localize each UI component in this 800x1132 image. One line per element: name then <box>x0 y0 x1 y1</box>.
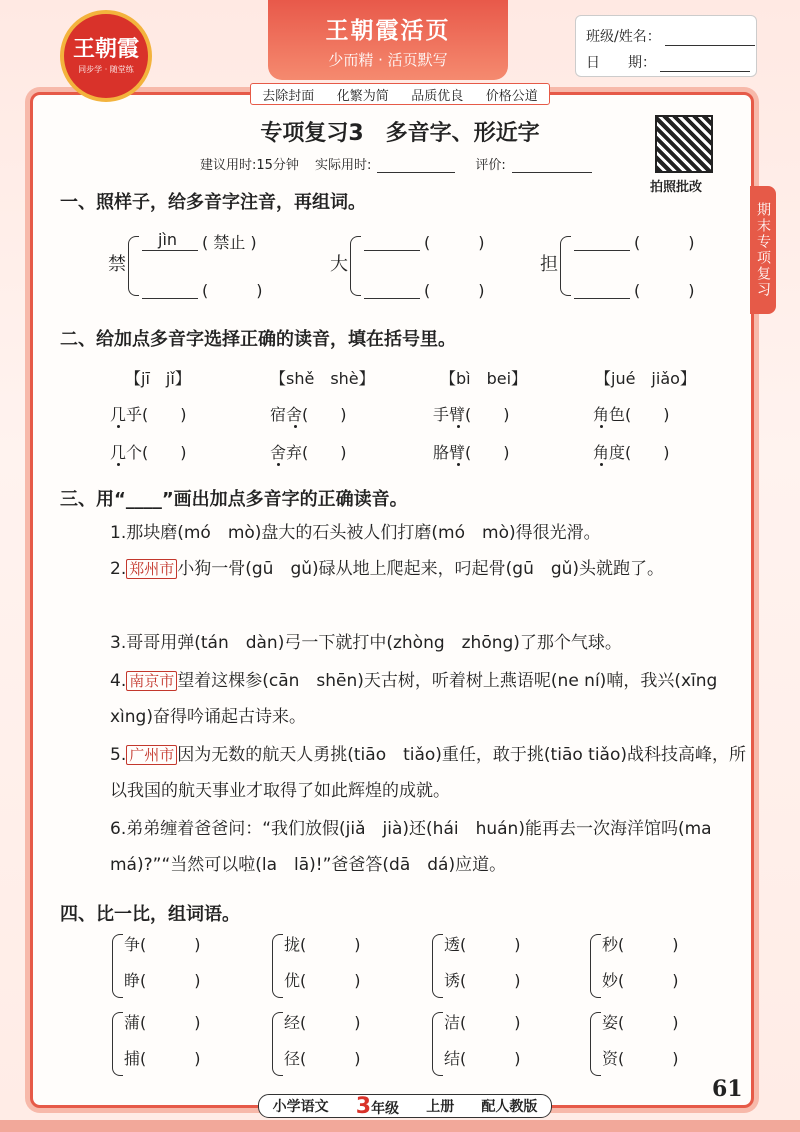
section4-title: 四、比一比，组词语。 <box>60 904 240 925</box>
evaluation-label: 评价: <box>475 158 506 173</box>
compare-item[interactable]: 资( ) <box>602 1049 679 1068</box>
date-row <box>586 52 750 72</box>
pinyin-blank[interactable] <box>142 298 198 299</box>
logo-subtext: 同步学 · 随堂练 <box>78 64 134 74</box>
word-blank[interactable]: ( ) <box>202 281 263 300</box>
pinyin-blank[interactable] <box>574 250 630 251</box>
emphasis-dot <box>117 463 120 466</box>
polyphone-char: 禁 <box>108 254 126 275</box>
item-number: 3. <box>110 633 127 653</box>
answer-item[interactable]: 几乎( ) <box>110 405 187 424</box>
section2-title: 二、给加点多音字选择正确的读音，填在括号里。 <box>60 329 456 350</box>
compare-item[interactable]: 结( ) <box>444 1049 521 1068</box>
sentence-item <box>110 515 750 551</box>
item-number: 1. <box>110 523 127 543</box>
suggested-time: 建议用时:15分钟 <box>200 158 299 173</box>
brace <box>560 236 571 296</box>
compare-item[interactable]: 妙( ) <box>602 971 679 990</box>
region-tag: 南京市 <box>126 671 177 691</box>
side-tab: 期末专项复习 <box>750 186 776 314</box>
compare-item[interactable]: 捕( ) <box>124 1049 201 1068</box>
sentence-item <box>110 737 750 809</box>
pinyin-options: 【shě shè】 <box>270 369 375 388</box>
compare-item[interactable]: 姿( ) <box>602 1013 679 1032</box>
class-name-blank[interactable] <box>665 31 755 46</box>
answer-item[interactable]: 舍弃( ) <box>270 443 347 462</box>
brace <box>112 934 123 998</box>
emphasis-dot <box>277 463 280 466</box>
class-name-row <box>586 26 755 46</box>
footer-badge <box>258 1094 552 1118</box>
polyphone-char: 担 <box>540 254 558 275</box>
emphasis-dot <box>457 425 460 428</box>
answer-item[interactable]: 几个( ) <box>110 443 187 462</box>
actual-time-label: 实际用时: <box>314 158 372 173</box>
banner-title: 王朝霞活页 <box>325 18 451 44</box>
qr-label: 拍照批改 <box>650 180 703 195</box>
word-blank[interactable]: ( ) <box>634 281 695 300</box>
brace <box>272 934 283 998</box>
answer-item[interactable]: 角色( ) <box>593 405 670 424</box>
compare-item[interactable]: 拢( ) <box>284 935 361 954</box>
item-number: 5. <box>110 745 127 765</box>
sentence-item <box>110 663 750 735</box>
region-tag: 郑州市 <box>126 559 177 579</box>
brace <box>590 1012 601 1076</box>
date-label: 日 期： <box>586 55 656 71</box>
bottom-strip <box>0 1120 800 1132</box>
region-tag: 广州市 <box>126 745 177 765</box>
sentence-text[interactable]: 望着这棵参(cān shēn)天古树，听着树上燕语呢(ne ní)喃，我兴(xīng xìng)奋得吟诵起古诗来。 <box>110 671 735 727</box>
word-blank[interactable]: ( ) <box>424 281 485 300</box>
page-title: 专项复习3 多音字、形近字 <box>260 121 540 146</box>
section1-title: 一、照样子，给多音字注音，再组词。 <box>60 192 366 213</box>
brace <box>432 1012 443 1076</box>
evaluation-blank[interactable] <box>512 158 592 173</box>
polyphone-char: 大 <box>330 254 348 275</box>
sentence-text[interactable]: 哥哥用弹(tán dàn)弓一下就打中(zhòng zhōng)了那个气球。 <box>126 633 622 653</box>
footer-edition: 配人教版 <box>481 1099 538 1115</box>
banner-subtitle: 少而精 · 活页默写 <box>328 51 448 69</box>
answer-item[interactable]: 胳臂( ) <box>433 443 510 462</box>
section3-title: 三、用“____”画出加点多音字的正确读音。 <box>60 489 408 510</box>
header-banner <box>268 0 508 80</box>
pinyin-blank <box>142 250 198 251</box>
example-word: ( 禁止 ) <box>202 233 257 252</box>
sentence-item <box>110 625 750 661</box>
compare-item[interactable]: 径( ) <box>284 1049 361 1068</box>
slogan: 去除封面 <box>262 88 315 104</box>
logo-text: 王朝霞 <box>72 35 139 62</box>
footer-grade-label: 年级 <box>371 1100 400 1117</box>
footer-grade-number: 3 <box>355 1093 372 1119</box>
item-number: 6. <box>110 819 127 839</box>
compare-item[interactable]: 睁( ) <box>124 971 201 990</box>
word-blank[interactable]: ( ) <box>424 233 485 252</box>
slogan: 品质优良 <box>411 88 464 104</box>
emphasis-dot <box>294 425 297 428</box>
footer-subject: 小学语文 <box>272 1099 329 1115</box>
emphasis-dot <box>600 463 603 466</box>
time-meta <box>200 154 592 173</box>
compare-item[interactable]: 洁( ) <box>444 1013 521 1032</box>
slogan: 价格公道 <box>485 88 538 104</box>
pinyin-options: 【bì bei】 <box>440 369 528 388</box>
word-blank[interactable]: ( ) <box>634 233 695 252</box>
page-number: 61 <box>712 1076 743 1102</box>
example-pinyin: jìn <box>158 230 178 249</box>
compare-item[interactable]: 蒲( ) <box>124 1013 201 1032</box>
slogan: 化繁为简 <box>336 88 389 104</box>
pinyin-options: 【jī jǐ】 <box>125 369 191 388</box>
slogan-bar <box>250 83 550 105</box>
answer-item[interactable]: 角度( ) <box>593 443 670 462</box>
brace <box>432 934 443 998</box>
brace <box>272 1012 283 1076</box>
brace <box>112 1012 123 1076</box>
sentence-text[interactable]: 因为无数的航天人勇挑(tiāo tiǎo)重任，敢于挑(tiāo tiǎo)战科技高峰，所以我国的航天事业才取得了如此辉煌的成就。 <box>110 745 747 801</box>
qr-code[interactable] <box>655 115 713 173</box>
actual-time-blank[interactable] <box>377 158 455 173</box>
emphasis-dot <box>457 463 460 466</box>
brace <box>128 236 139 296</box>
emphasis-dot <box>600 425 603 428</box>
answer-item[interactable]: 宿舍( ) <box>270 405 347 424</box>
sentence-text[interactable]: 小狗一骨(gū gǔ)碌从地上爬起来，叼起骨(gū gǔ)头就跑了。 <box>177 559 665 579</box>
item-number: 4. <box>110 671 127 691</box>
brace <box>350 236 361 296</box>
pinyin-options: 【jué jiǎo】 <box>595 369 696 388</box>
footer-term: 上册 <box>426 1099 455 1115</box>
student-info-box <box>575 15 757 77</box>
brace <box>590 934 601 998</box>
answer-item[interactable]: 手臂( ) <box>433 405 510 424</box>
publisher-logo <box>60 10 152 102</box>
sentence-item <box>110 551 750 587</box>
compare-item[interactable]: 秒( ) <box>602 935 679 954</box>
date-blank[interactable] <box>660 57 750 72</box>
compare-item[interactable]: 诱( ) <box>444 971 521 990</box>
sentence-item <box>110 811 750 883</box>
emphasis-dot <box>117 425 120 428</box>
compare-item[interactable]: 争( ) <box>124 935 201 954</box>
compare-item[interactable]: 优( ) <box>284 971 361 990</box>
pinyin-blank[interactable] <box>364 298 420 299</box>
sentence-text[interactable]: 弟弟缠着爸爸问：“我们放假(jiǎ jià)还(hái huán)能再去一次海洋馆吗(ma má)?”“当然可以啦(la lā)!”爸爸答(dā dá)应道。 <box>110 819 729 875</box>
compare-item[interactable]: 经( ) <box>284 1013 361 1032</box>
pinyin-blank[interactable] <box>364 250 420 251</box>
class-name-label: 班级/姓名： <box>586 29 661 45</box>
item-number: 2. <box>110 559 127 579</box>
compare-item[interactable]: 透( ) <box>444 935 521 954</box>
sentence-text[interactable]: 那块磨(mó mò)盘大的石头被人们打磨(mó mò)得很光滑。 <box>126 523 601 543</box>
pinyin-blank[interactable] <box>574 298 630 299</box>
